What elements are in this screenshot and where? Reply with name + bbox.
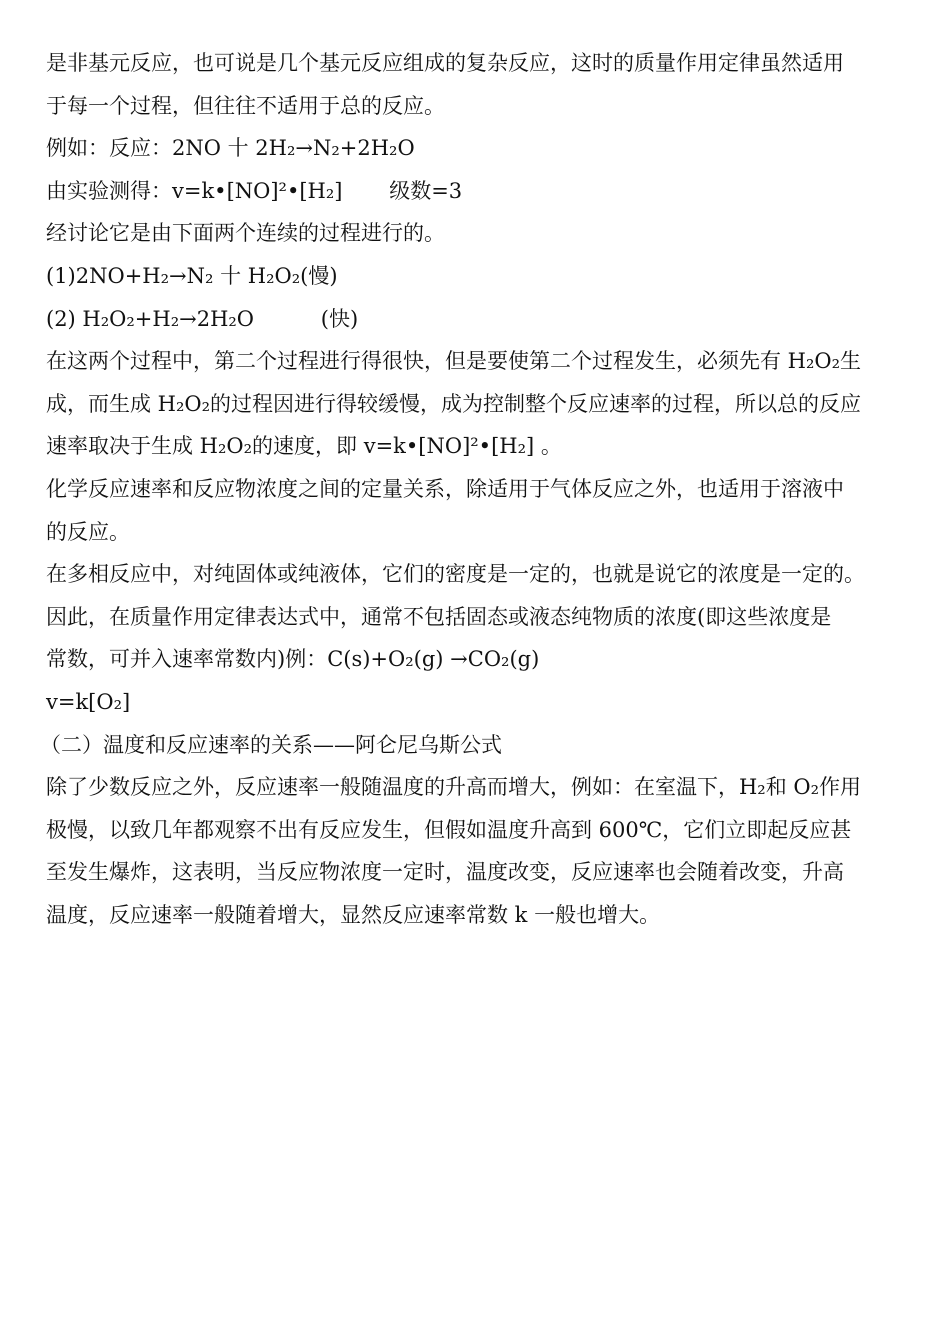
text-line: 速率取决于生成 H₂O₂的速度，即 v=k•[NO]²•[H₂] 。 xyxy=(46,434,562,459)
text-line: (1)2NO+H₂→N₂ 十 H₂O₂(慢) xyxy=(46,263,338,288)
text-line: 于每一个过程，但往往不适用于总的反应。 xyxy=(46,93,445,118)
text-line: 化学反应速率和反应物浓度之间的定量关系，除适用于气体反应之外，也适用于溶液中 xyxy=(46,476,844,501)
text-line: 在这两个过程中，第二个过程进行得很快，但是要使第二个过程发生，必须先有 H₂O₂生 xyxy=(46,349,862,374)
text-line: v=k[O₂] xyxy=(46,689,131,714)
text-line: 常数，可并入速率常数内)例：C(s)+O₂(g) →CO₂(g) xyxy=(46,647,540,672)
text-line: 经讨论它是由下面两个连续的过程进行的。 xyxy=(46,221,445,246)
text-line: 由实验测得：v=k•[NO]²•[H₂] 级数=3 xyxy=(46,178,463,203)
text-line: 至发生爆炸，这表明，当反应物浓度一定时，温度改变，反应速率也会随着改变，升高 xyxy=(46,860,844,885)
text-line: 在多相反应中，对纯固体或纯液体，它们的密度是一定的，也就是说它的浓度是一定的。 xyxy=(46,562,865,587)
text-line: 温度，反应速率一般随着增大，显然反应速率常数 k 一般也增大。 xyxy=(46,902,661,927)
text-line: 成，而生成 H₂O₂的过程因进行得较缓慢，成为控制整个反应速率的过程，所以总的反应 xyxy=(46,391,862,416)
text-line: 例如：反应：2NO 十 2H₂→N₂+2H₂O xyxy=(46,136,415,161)
section-heading: （二）温度和反应速率的关系——阿仑尼乌斯公式 xyxy=(40,732,502,757)
text-line: 极慢，以致几年都观察不出有反应发生，但假如温度升高到 600℃，它们立即起反应甚 xyxy=(46,817,852,842)
text-line: 因此，在质量作用定律表达式中，通常不包括固态或液态纯物质的浓度(即这些浓度是 xyxy=(46,604,832,629)
document-page xyxy=(40,42,926,936)
text-line: 除了少数反应之外，反应速率一般随温度的升高而增大，例如：在室温下，H₂和 O₂作用 xyxy=(46,775,862,800)
text-line: (2) H₂O₂+H₂→2H₂O (快) xyxy=(46,306,359,331)
text-line: 的反应。 xyxy=(46,519,130,544)
text-line: 是非基元反应，也可说是几个基元反应组成的复杂反应，这时的质量作用定律虽然适用 xyxy=(46,51,844,75)
